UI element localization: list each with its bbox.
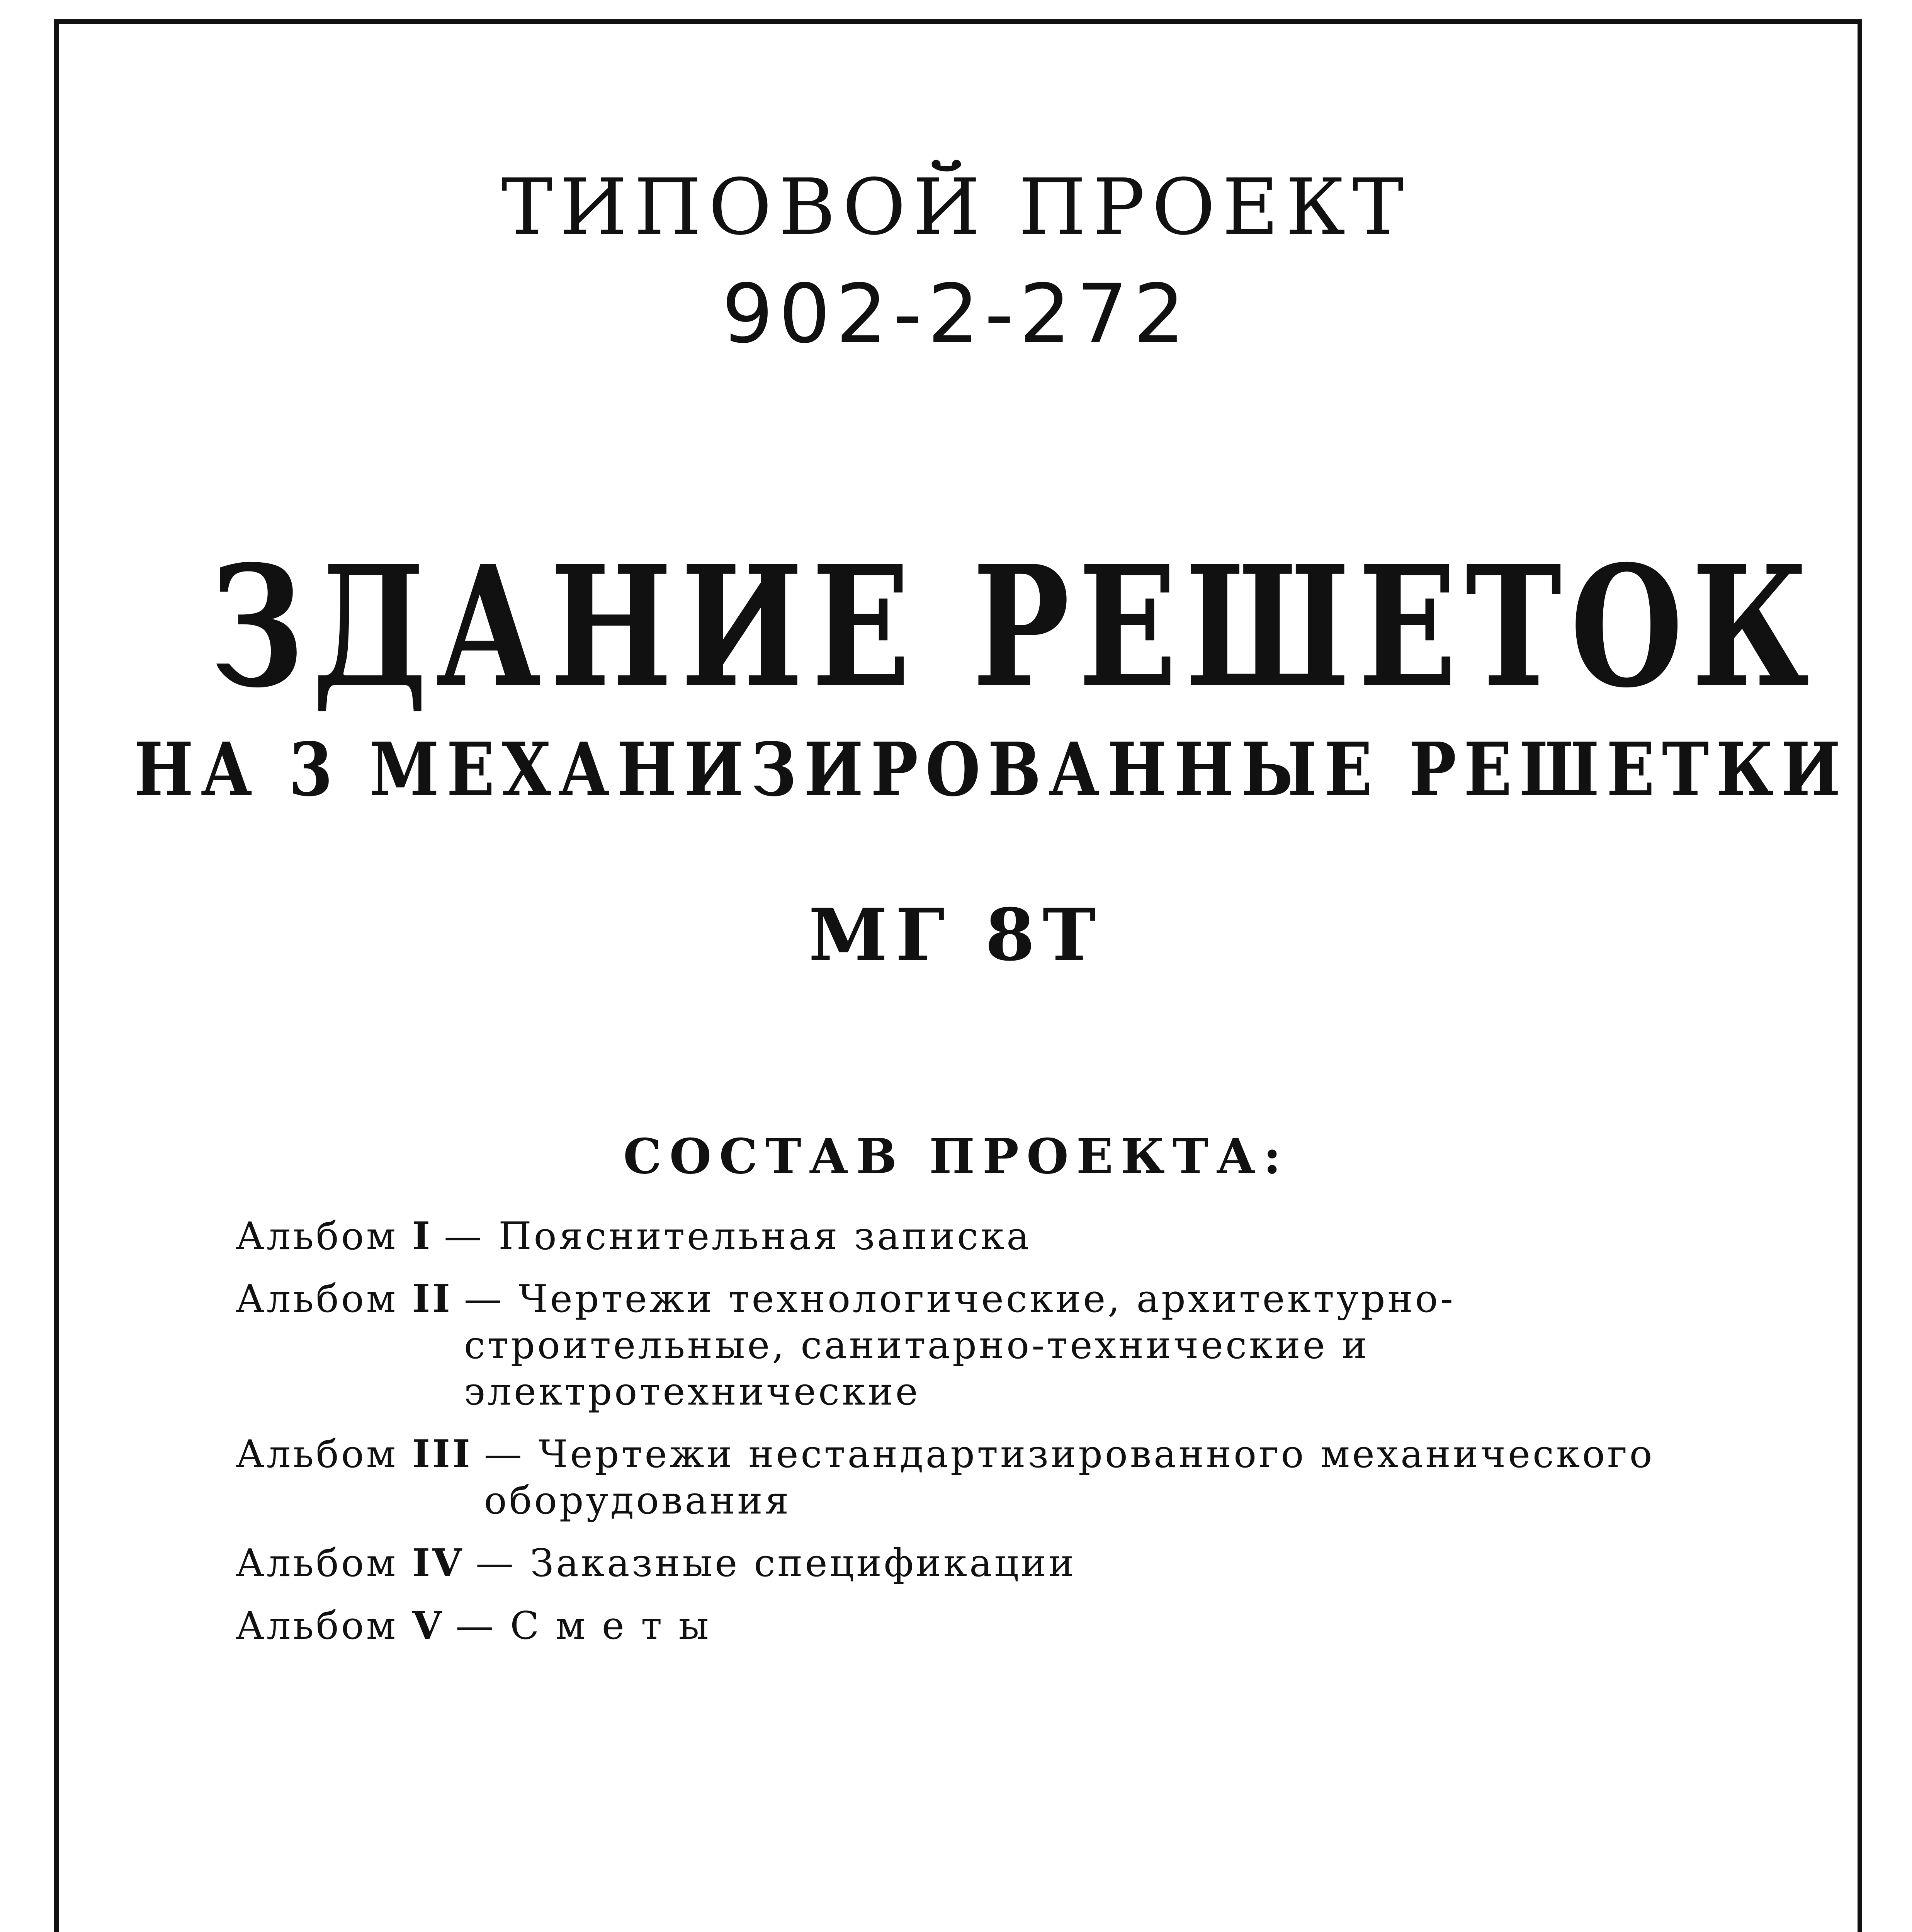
album-description: — Чертежи нестандартизированного механического оборудования bbox=[484, 1432, 1655, 1523]
album-list bbox=[236, 1213, 1820, 1665]
model-designation: МГ 8Т bbox=[808, 893, 1104, 977]
album-description: — С м е т ы bbox=[455, 1604, 711, 1648]
album-description: — Заказные спецификации bbox=[476, 1541, 1076, 1585]
album-description: — Пояснительная записка bbox=[444, 1214, 1032, 1259]
album-item bbox=[236, 1603, 1820, 1649]
album-item bbox=[236, 1431, 1820, 1524]
album-label: Альбом III bbox=[236, 1432, 472, 1476]
main-title: ЗДАНИЕ РЕШЕТОК bbox=[210, 529, 1818, 724]
album-label: Альбом IV bbox=[236, 1541, 464, 1585]
album-label: Альбом V bbox=[236, 1604, 444, 1648]
subtitle: НА 3 МЕХАНИЗИРОВАННЫЕ РЕШЕТКИ bbox=[134, 726, 1848, 813]
album-item bbox=[236, 1276, 1820, 1415]
series-label: ТИПОВОЙ ПРОЕКТ bbox=[501, 162, 1411, 252]
composition-heading: СОСТАВ ПРОЕКТА: bbox=[623, 1128, 1289, 1185]
album-label: Альбом I bbox=[236, 1214, 433, 1259]
album-item bbox=[236, 1213, 1820, 1260]
album-description: — Чертежи технологические, архитектурно-строительные, санитарно-технические и электротехнические bbox=[464, 1277, 1455, 1414]
album-item bbox=[236, 1540, 1820, 1587]
album-label: Альбом II bbox=[236, 1277, 452, 1321]
series-number: 902-2-272 bbox=[722, 267, 1190, 361]
